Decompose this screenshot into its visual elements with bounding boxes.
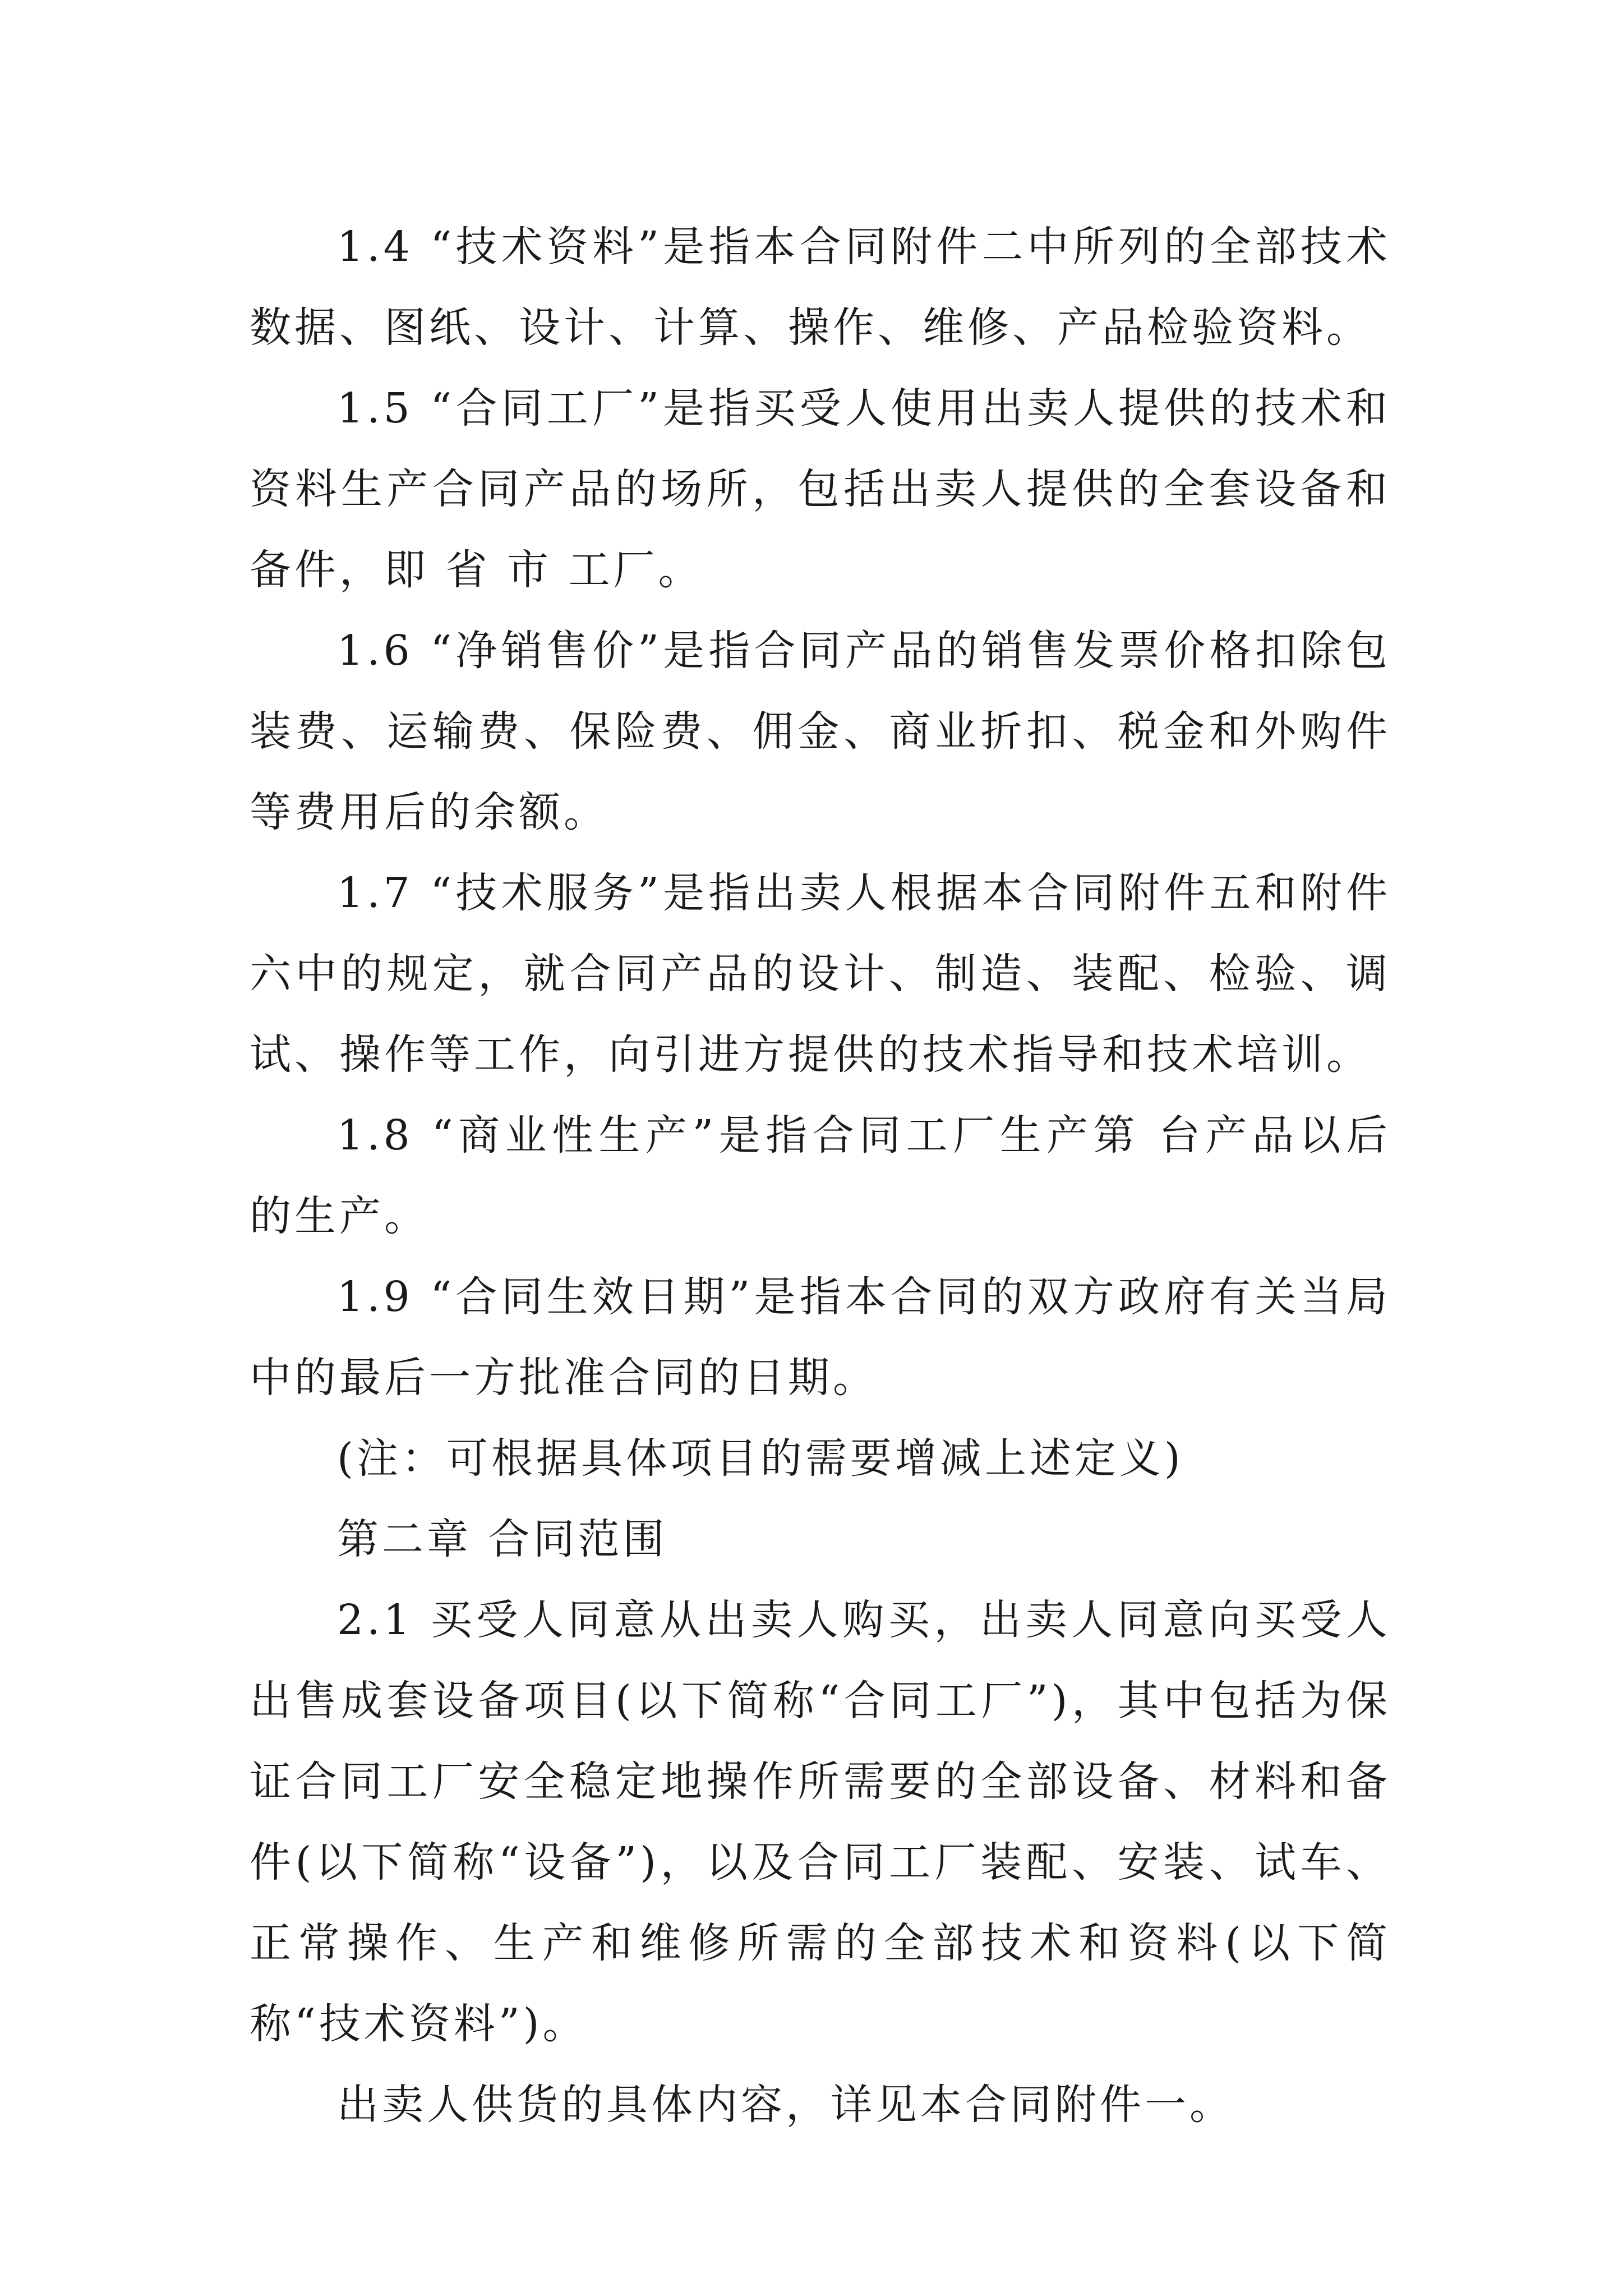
clause-1-5: 1.5 “合同工厂”是指买受人使用出卖人提供的技术和资料生产合同产品的场所，包括出卖人提供的全套设备和备件，即 省 市 工厂。 <box>250 384 1391 594</box>
clause-1-8: 1.8 “商业性生产”是指合同工厂生产第 台产品以后的生产。 <box>250 1111 1391 1240</box>
document-body <box>250 206 1391 2145</box>
chapter-heading: 第二章 合同范围 <box>337 1515 668 1563</box>
clause-2-1: 2.1 买受人同意从出卖人购买，出卖人同意向买受人出售成套设备项目(以下简称“合同工厂”)，其中包括为保证合同工厂安全稳定地操作所需要的全部设备、材料和备件(以下简称“设备”)，以及合同工厂装配、安装、试车、正常操作、生产和维修所需的全部技术和资料(以下简称“技术资料”)。 <box>250 1596 1391 2048</box>
definitions-note: (注：可根据具体项目的需要增减上述定义) <box>337 1434 1184 1483</box>
clause-1-9: 1.9 “合同生效日期”是指本合同的双方政府有关当局中的最后一方批准合同的日期。 <box>250 1273 1391 1402</box>
supply-scope-note: 出卖人供货的具体内容，详见本合同附件一。 <box>337 2081 1234 2129</box>
clause-1-7: 1.7 “技术服务”是指出卖人根据本合同附件五和附件六中的规定，就合同产品的设计、制造、装配、检验、调试、操作等工作，向引进方提供的技术指导和技术培训。 <box>250 869 1391 1079</box>
clause-1-4: 1.4 “技术资料”是指本合同附件二中所列的全部技术数据、图纸、设计、计算、操作、维修、产品检验资料。 <box>250 223 1391 352</box>
clause-1-6: 1.6 “净销售价”是指合同产品的销售发票价格扣除包装费、运输费、保险费、佣金、商业折扣、税金和外购件等费用后的余额。 <box>250 627 1391 836</box>
